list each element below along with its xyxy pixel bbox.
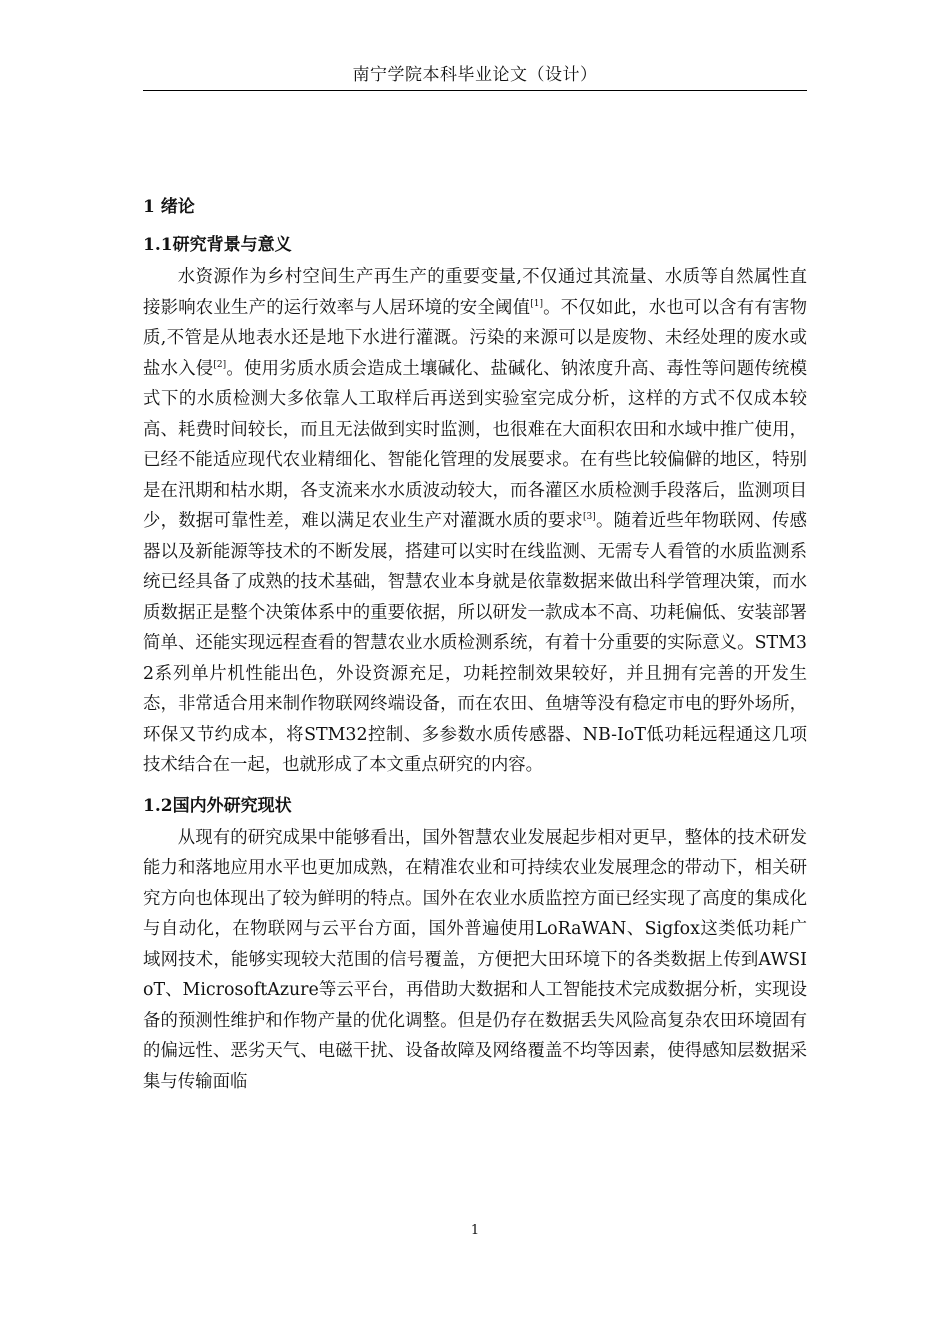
section-title: 1.1研究背景与意义 [143,235,292,255]
citation-ref: [1] [530,298,543,309]
text-run: 。随着近些年物联网、传感器以及新能源等技术的不断发展，搭建可以实时在线监测、无需专人看管的水质监测系统已经具备了成熟的技术基础，智慧农业本身就是依靠数据来做出科学管理决策，而水质数据正是整个决策体系中的重要依据，所以研发一款成本不高、功耗偏低、安装部署简单、还能实现远程查看的智慧农业水质检测系统，有着十分重要的实际意义。STM32系列单片机性能出色，外设资源充足，功耗控制效果较好，并且拥有完善的开发生态，非常适合用来制作物联网终端设备，而在农田、鱼塘等没有稳定市电的野外场所，环保又节约成本，将STM32控制、多参数水质传感器、NB-IoT低功耗远程通这几项技术结合在一起，也就形成了本文重点研究的内容。 [143,511,807,775]
text-run: 从现有的研究成果中能够看出，国外智慧农业发展起步相对更早，整体的技术研发能力和落地应用水平也更加成熟，在精准农业和可持续农业发展理念的带动下，相关研究方向也体现出了较为鲜明的特点。国外在农业水质监控方面已经实现了高度的集成化与自动化，在物联网与云平台方面，国外普遍使用LoRaWAN、Sigfox这类低功耗广域网技术，能够实现较大范围的信号覆盖，方便把大田环境下的各类数据上传到AWSIoT、MicrosoftAzure等云平台，再借助大数据和人工智能技术完成数据分析，实现设备的预测性维护和作物产量的优化调整。但是仍存在数据丢失风险高复杂农田环境固有的偏远性、恶劣天气、电磁干扰、设备故障及网络覆盖不均等因素，使得感知层数据采集与传输面临 [143,827,807,1092]
citation-ref: [3] [583,512,596,523]
text-run: 。不仅如此，水也可以含有有害物质,不管是从地表水还是地下水进行灌溉。污染的来源可以是废物、未经处理的废水或盐水入侵 [143,297,807,379]
document-body [143,190,807,1105]
text-run: 水资源作为乡村空间生产再生产的重要变量,不仅通过其流量、水质等自然属性直接影响农业生产的运行效率与人居环境的安全阈值 [143,267,807,318]
page-footer [0,1222,950,1240]
text-run: 。使用劣质水质会造成土壤碱化、盐碱化、钠浓度升高、毒性等问题传统模式下的水质检测大多依靠人工取样后再送到实验室完成分析，这样的方式不仅成本较高、耗费时间较长，而且无法做到实时监测，也很难在大面积农田和水域中推广使用，已经不能适应现代农业精细化、智能化管理的发展要求。在有些比较偏僻的地区，特别是在汛期和枯水期，各支流来水水质波动较大，而各灌区水质检测手段落后，监测项目少，数据可靠性差，难以满足农业生产对灌溉水质的要求 [143,358,807,531]
paragraph [143,823,807,1098]
paragraph [143,262,807,781]
page-number: 1 [470,1223,480,1238]
citation-ref: [2] [213,359,227,370]
page-header [143,62,807,91]
chapter-title: 1 绪论 [143,197,195,217]
section-title: 1.2国内外研究现状 [143,795,292,816]
header-title: 南宁学院本科毕业论文（设计） [352,65,598,85]
